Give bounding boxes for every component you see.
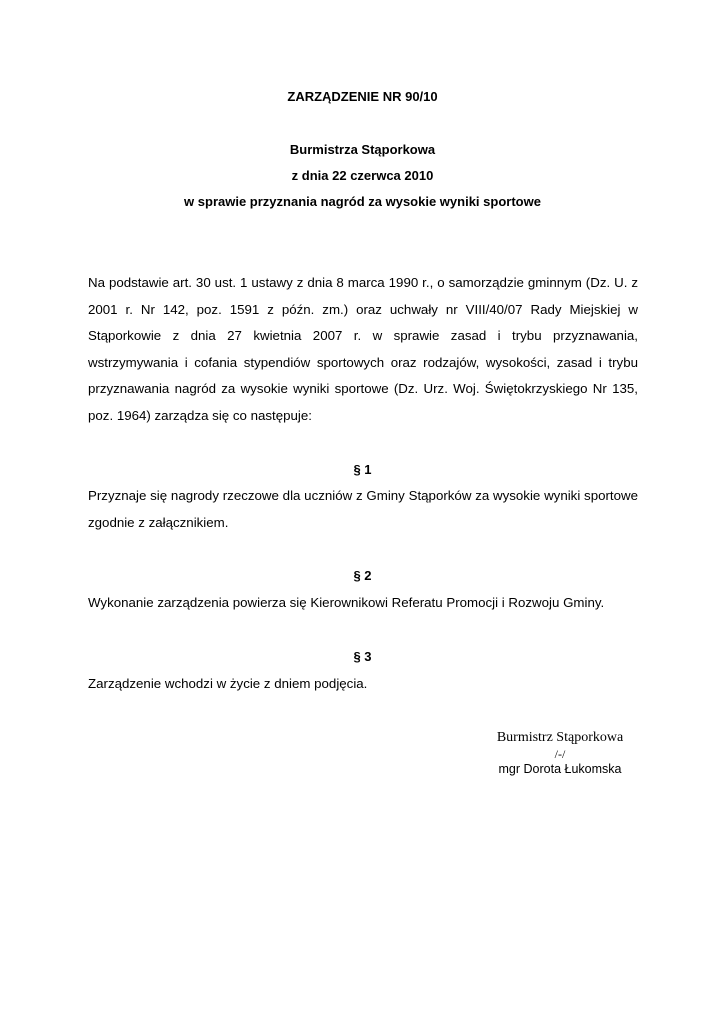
signature-block [480, 729, 640, 777]
date-line: z dnia 22 czerwca 2010 [291, 168, 434, 183]
section-1-text: Przyznaje się nagrody rzeczowe dla uczniów z Gminy Stąporków za wysokie wyniki sportowe zgodnie z załącznikiem. [88, 488, 638, 530]
section-3-mark: § 3 [353, 649, 372, 664]
ordinance-title: ZARZĄDZENIE NR 90/10 [287, 89, 438, 104]
subject-line: w sprawie przyznania nagród za wysokie wyniki sportowe [184, 194, 541, 209]
issuer-line: Burmistrza Stąporkowa [289, 142, 436, 157]
section-2-text: Wykonanie zarządzenia powierza się Kierownikowi Referatu Promocji i Rozwoju Gminy. [88, 595, 605, 610]
signature-role: Burmistrz Stąporkowa [496, 730, 624, 745]
section-3-text: Zarządzenie wchodzi w życie z dniem podjęcia. [88, 676, 368, 691]
section-1-mark: § 1 [353, 462, 372, 477]
section-2-mark: § 2 [353, 568, 372, 583]
signature-mark: /-/ [554, 747, 566, 761]
signature-name: mgr Dorota Łukomska [498, 762, 622, 776]
preamble-paragraph: Na podstawie art. 30 ust. 1 ustawy z dnia 8 marca 1990 r., o samorządzie gminnym (Dz. U. z 2001 r. Nr 142, poz. 1591 z późn. zm.) oraz uchwały nr VIII/40/07 Rady Miejskiej w Stąporkowie z dnia 27 kwietnia 2007 r. w sprawie zasad i trybu przyznawania, wstrzymywania i cofania stypendiów sportowych oraz rodzajów, wysokości, zasad i trybu przyznawania nagród za wysokie wyniki sportowe (Dz. Urz. Woj. Świętokrzyskiego Nr 135, poz. 1964) zarządza się co następuje: [88, 275, 638, 423]
